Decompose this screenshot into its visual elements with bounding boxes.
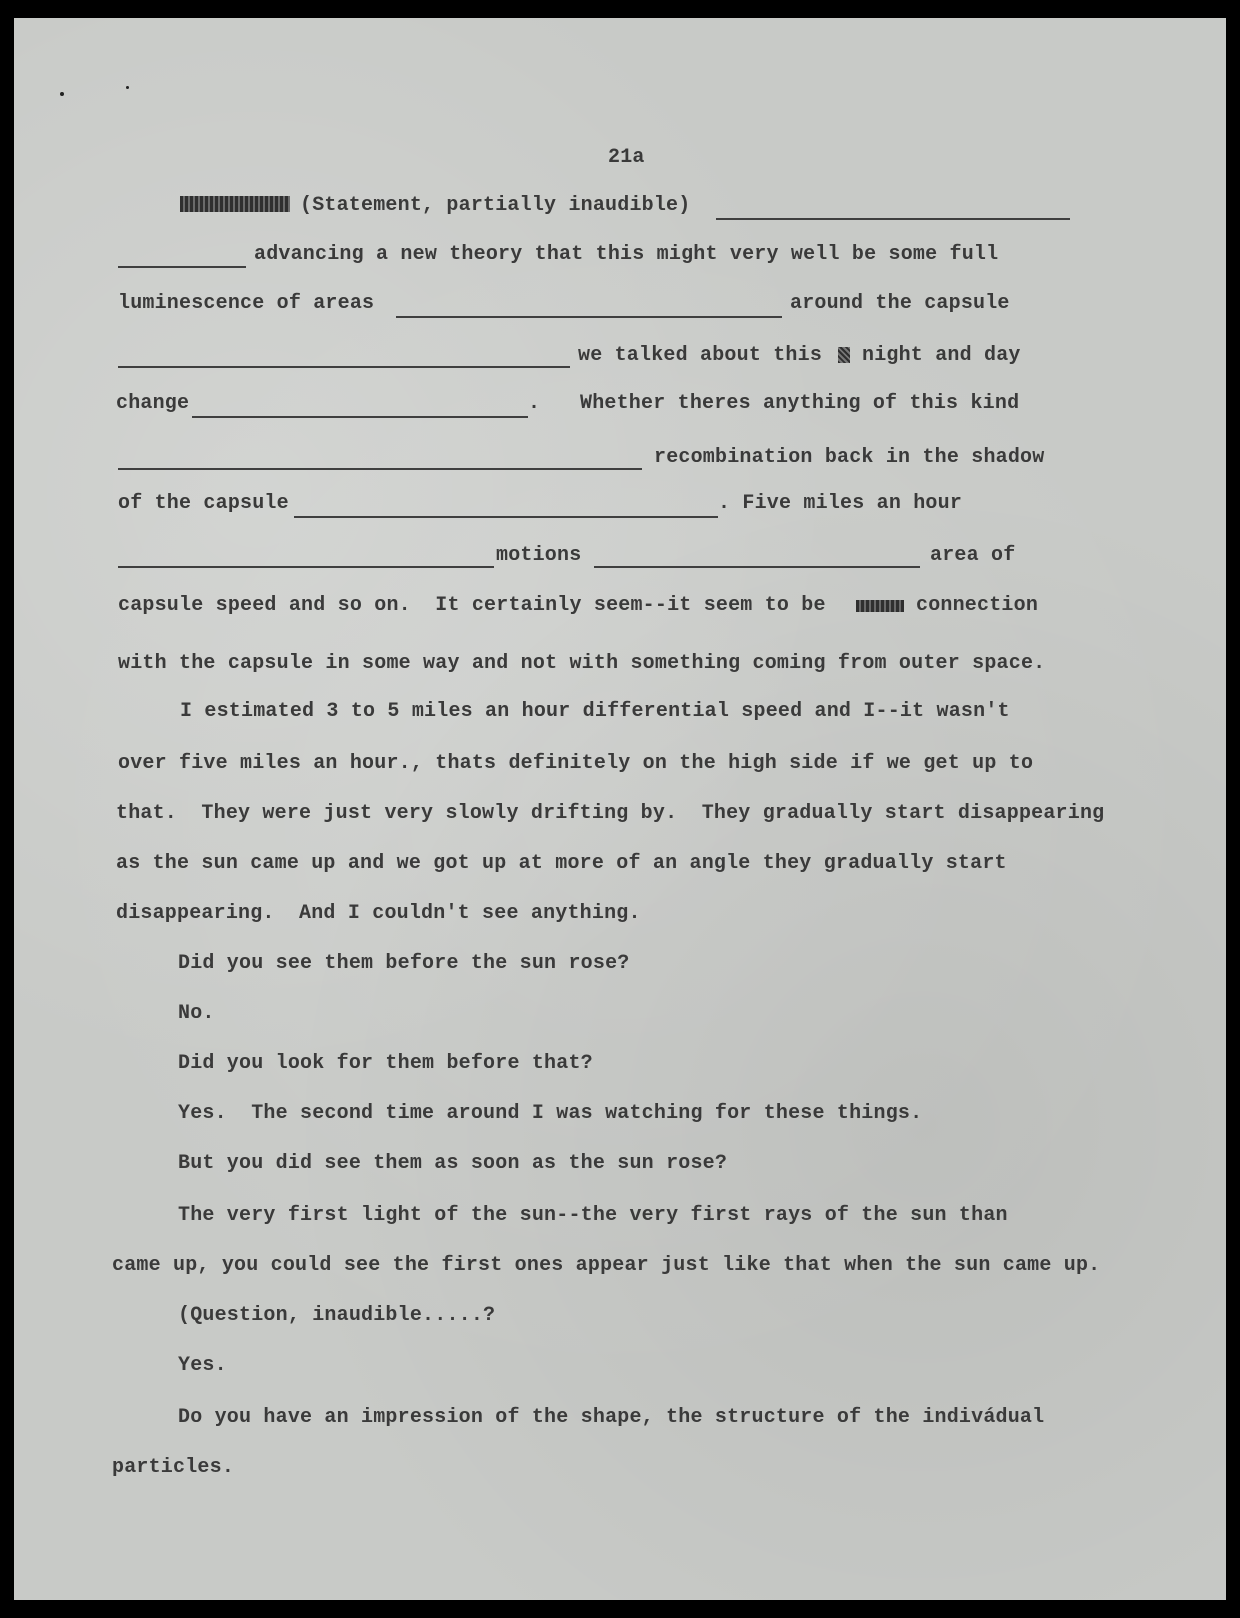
text-line: Do you have an impression of the shape, the structure of the indivádual (178, 1406, 1045, 1429)
blank-line (118, 366, 570, 368)
text-line: that. They were just very slowly drifting by. They gradually start disappearing (116, 802, 1105, 825)
text-line: I estimated 3 to 5 miles an hour differential speed and I--it wasn't (180, 700, 1010, 723)
text-line: No. (178, 1002, 215, 1025)
blank-line (118, 468, 642, 470)
text-line: (Question, inaudible.....? (178, 1304, 496, 1327)
page-number: 21a (608, 146, 645, 169)
text-line: Did you look for them before that? (178, 1052, 593, 1075)
text-line: connection (916, 594, 1039, 617)
text-line: as the sun came up and we got up at more of an angle they gradually start (116, 852, 1007, 875)
text-line: advancing a new theory that this might very well be some full (254, 243, 999, 266)
blank-line (192, 416, 528, 418)
text-line: with the capsule in some way and not with something coming from outer space. (118, 652, 1046, 675)
text-line: The very first light of the sun--the very first rays of the sun than (178, 1204, 1008, 1227)
blank-line (118, 266, 246, 268)
text-line: change (116, 392, 190, 415)
text-line: motions (496, 544, 582, 567)
text-line: (Statement, partially inaudible) (300, 194, 691, 217)
dust-speck (126, 86, 129, 89)
text-line: came up, you could see the first ones appear just like that when the sun came up. (112, 1254, 1101, 1277)
text-line: . Five miles an hour (718, 492, 963, 515)
text-line: Yes. (178, 1354, 227, 1377)
text-line: particles. (112, 1456, 235, 1479)
text-line: luminescence of areas (118, 292, 375, 315)
struck-out-word (180, 196, 290, 212)
text-line: But you did see them as soon as the sun rose? (178, 1152, 728, 1175)
blank-line (118, 566, 494, 568)
struck-out-char (838, 347, 850, 363)
text-line: over five miles an hour., thats definitely on the high side if we get up to (118, 752, 1034, 775)
blank-line (594, 566, 920, 568)
text-line: Did you see them before the sun rose? (178, 952, 630, 975)
text-line: Whether theres anything of this kind (580, 392, 1020, 415)
text-line: we talked about this (578, 344, 823, 367)
text-line: . (528, 392, 541, 415)
text-line: area of (930, 544, 1016, 567)
text-line: disappearing. And I couldn't see anything. (116, 902, 641, 925)
text-line: around the capsule (790, 292, 1010, 315)
struck-out-word (856, 600, 904, 612)
blank-line (716, 218, 1070, 220)
text-line: capsule speed and so on. It certainly seem--it seem to be (118, 594, 826, 617)
text-line: of the capsule (118, 492, 289, 515)
blank-line (396, 316, 782, 318)
dust-speck (60, 92, 64, 96)
text-line: night and day (862, 344, 1021, 367)
text-line: recombination back in the shadow (654, 446, 1045, 469)
text-line: Yes. The second time around I was watching for these things. (178, 1102, 923, 1125)
blank-line (294, 516, 718, 518)
